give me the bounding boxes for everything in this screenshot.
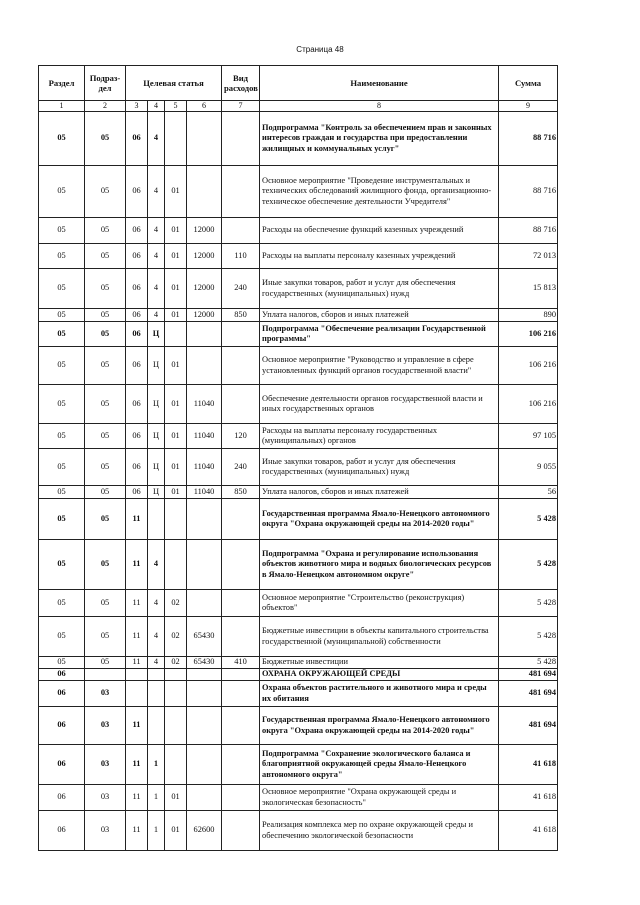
vid-cell: 120 bbox=[222, 424, 260, 449]
cs1-cell: 06 bbox=[126, 486, 148, 499]
table-row bbox=[39, 617, 558, 657]
vid-cell bbox=[222, 681, 260, 707]
razdel-cell: 05 bbox=[39, 486, 85, 499]
table-row bbox=[39, 309, 558, 322]
cs4-cell: 65430 bbox=[187, 657, 222, 669]
vid-cell: 850 bbox=[222, 309, 260, 322]
razdel-cell: 05 bbox=[39, 657, 85, 669]
name-cell: Основное мероприятие "Проведение инструментальных и технических обследований жилищного фонда, организационно-техническое обеспечение деятельности Учредителя" bbox=[260, 166, 499, 218]
podrazdel-cell: 03 bbox=[85, 707, 126, 745]
sum-cell: 41 618 bbox=[499, 785, 558, 811]
cs2-cell bbox=[148, 499, 165, 540]
sum-cell: 5 428 bbox=[499, 590, 558, 617]
cs4-cell: 65430 bbox=[187, 617, 222, 657]
name-cell: Расходы на обеспечение функций казенных учреждений bbox=[260, 218, 499, 244]
table-row bbox=[39, 657, 558, 669]
cs1-cell: 06 bbox=[126, 424, 148, 449]
vid-cell bbox=[222, 499, 260, 540]
podrazdel-cell: 05 bbox=[85, 347, 126, 385]
razdel-cell: 05 bbox=[39, 449, 85, 486]
table-row bbox=[39, 385, 558, 424]
vid-cell: 110 bbox=[222, 244, 260, 269]
vid-cell bbox=[222, 707, 260, 745]
col-number: 1 bbox=[39, 101, 85, 112]
name-cell: Расходы на выплаты персоналу государственных (муниципальных) органов bbox=[260, 424, 499, 449]
cs2-cell: 1 bbox=[148, 811, 165, 851]
podrazdel-cell: 03 bbox=[85, 745, 126, 785]
header-vid-rashodov: Вид расходов bbox=[222, 66, 260, 101]
podrazdel-cell: 05 bbox=[85, 657, 126, 669]
table-row bbox=[39, 424, 558, 449]
cs4-cell bbox=[187, 669, 222, 681]
vid-cell bbox=[222, 590, 260, 617]
vid-cell: 850 bbox=[222, 486, 260, 499]
vid-cell bbox=[222, 322, 260, 347]
cs4-cell bbox=[187, 499, 222, 540]
col-number: 8 bbox=[260, 101, 499, 112]
cs3-cell bbox=[165, 540, 187, 590]
razdel-cell: 05 bbox=[39, 166, 85, 218]
name-cell: Расходы на выплаты персоналу казенных учреждений bbox=[260, 244, 499, 269]
podrazdel-cell: 05 bbox=[85, 424, 126, 449]
cs3-cell bbox=[165, 681, 187, 707]
cs4-cell: 11040 bbox=[187, 424, 222, 449]
col-number: 7 bbox=[222, 101, 260, 112]
podrazdel-cell: 05 bbox=[85, 309, 126, 322]
sum-cell: 72 013 bbox=[499, 244, 558, 269]
table-row bbox=[39, 590, 558, 617]
vid-cell bbox=[222, 617, 260, 657]
vid-cell bbox=[222, 218, 260, 244]
sum-cell: 41 618 bbox=[499, 811, 558, 851]
table-row bbox=[39, 681, 558, 707]
header-summa: Сумма bbox=[499, 66, 558, 101]
cs3-cell: 01 bbox=[165, 218, 187, 244]
table-row bbox=[39, 322, 558, 347]
sum-cell: 41 618 bbox=[499, 745, 558, 785]
cs3-cell: 02 bbox=[165, 657, 187, 669]
cs4-cell: 12000 bbox=[187, 309, 222, 322]
col-number: 6 bbox=[187, 101, 222, 112]
sum-cell: 88 716 bbox=[499, 112, 558, 166]
sum-cell: 88 716 bbox=[499, 166, 558, 218]
razdel-cell: 05 bbox=[39, 347, 85, 385]
cs2-cell: 4 bbox=[148, 269, 165, 309]
cs1-cell: 06 bbox=[126, 166, 148, 218]
col-number: 5 bbox=[165, 101, 187, 112]
name-cell: Бюджетные инвестиции в объекты капитального строительства государственной (муниципальной) собственности bbox=[260, 617, 499, 657]
podrazdel-cell: 05 bbox=[85, 244, 126, 269]
cs2-cell: Ц bbox=[148, 424, 165, 449]
table-row bbox=[39, 745, 558, 785]
cs3-cell: 02 bbox=[165, 590, 187, 617]
podrazdel-cell: 05 bbox=[85, 269, 126, 309]
cs4-cell bbox=[187, 681, 222, 707]
razdel-cell: 05 bbox=[39, 540, 85, 590]
podrazdel-cell: 05 bbox=[85, 322, 126, 347]
sum-cell: 5 428 bbox=[499, 499, 558, 540]
razdel-cell: 06 bbox=[39, 707, 85, 745]
vid-cell bbox=[222, 811, 260, 851]
podrazdel-cell: 05 bbox=[85, 166, 126, 218]
vid-cell bbox=[222, 785, 260, 811]
cs2-cell: Ц bbox=[148, 347, 165, 385]
cs1-cell: 11 bbox=[126, 657, 148, 669]
cs2-cell: 1 bbox=[148, 785, 165, 811]
cs1-cell: 06 bbox=[126, 322, 148, 347]
vid-cell bbox=[222, 385, 260, 424]
cs3-cell bbox=[165, 499, 187, 540]
razdel-cell: 06 bbox=[39, 681, 85, 707]
table-row bbox=[39, 785, 558, 811]
cs2-cell: 4 bbox=[148, 540, 165, 590]
cs3-cell: 01 bbox=[165, 785, 187, 811]
cs1-cell: 11 bbox=[126, 540, 148, 590]
cs2-cell: 4 bbox=[148, 218, 165, 244]
name-cell: Охрана объектов растительного и животного мира и среды их обитания bbox=[260, 681, 499, 707]
cs4-cell: 12000 bbox=[187, 269, 222, 309]
podrazdel-cell: 03 bbox=[85, 681, 126, 707]
sum-cell: 106 216 bbox=[499, 347, 558, 385]
table-row bbox=[39, 166, 558, 218]
cs1-cell: 11 bbox=[126, 590, 148, 617]
header-podrazdel: Подраз-дел bbox=[85, 66, 126, 101]
sum-cell: 106 216 bbox=[499, 385, 558, 424]
name-cell: Подпрограмма "Охрана и регулирование использования объектов животного мира и водных биологических ресурсов в Ямало-Ненецком автономном округе" bbox=[260, 540, 499, 590]
razdel-cell: 05 bbox=[39, 244, 85, 269]
cs1-cell: 06 bbox=[126, 347, 148, 385]
sum-cell: 88 716 bbox=[499, 218, 558, 244]
podrazdel-cell: 03 bbox=[85, 811, 126, 851]
sum-cell: 106 216 bbox=[499, 322, 558, 347]
name-cell: Подпрограмма "Обеспечение реализации Государственной программы" bbox=[260, 322, 499, 347]
name-cell: ОХРАНА ОКРУЖАЮЩЕЙ СРЕДЫ bbox=[260, 669, 499, 681]
cs2-cell bbox=[148, 681, 165, 707]
cs1-cell: 11 bbox=[126, 707, 148, 745]
cs1-cell: 11 bbox=[126, 811, 148, 851]
name-cell: Основное мероприятие "Руководство и управление в сфере установленных функций органов государственной власти" bbox=[260, 347, 499, 385]
name-cell: Бюджетные инвестиции bbox=[260, 657, 499, 669]
cs3-cell: 01 bbox=[165, 244, 187, 269]
vid-cell bbox=[222, 347, 260, 385]
sum-cell: 9 055 bbox=[499, 449, 558, 486]
cs1-cell: 06 bbox=[126, 112, 148, 166]
name-cell: Уплата налогов, сборов и иных платежей bbox=[260, 486, 499, 499]
cs2-cell: 4 bbox=[148, 244, 165, 269]
page-number: Страница 48 bbox=[296, 45, 344, 54]
sum-cell: 890 bbox=[499, 309, 558, 322]
header-naimenovanie: Наименование bbox=[260, 66, 499, 101]
column-numbers-row bbox=[39, 101, 558, 112]
podrazdel-cell: 05 bbox=[85, 486, 126, 499]
cs4-cell bbox=[187, 112, 222, 166]
cs4-cell: 11040 bbox=[187, 449, 222, 486]
razdel-cell: 06 bbox=[39, 811, 85, 851]
cs3-cell bbox=[165, 745, 187, 785]
cs2-cell bbox=[148, 707, 165, 745]
name-cell: Основное мероприятие "Строительство (реконструкция) объектов" bbox=[260, 590, 499, 617]
vid-cell bbox=[222, 166, 260, 218]
sum-cell: 5 428 bbox=[499, 657, 558, 669]
cs1-cell: 11 bbox=[126, 785, 148, 811]
razdel-cell: 05 bbox=[39, 590, 85, 617]
cs3-cell: 01 bbox=[165, 385, 187, 424]
name-cell: Иные закупки товаров, работ и услуг для обеспечения государственных (муниципальных) нужд bbox=[260, 449, 499, 486]
cs4-cell bbox=[187, 590, 222, 617]
name-cell: Иные закупки товаров, работ и услуг для обеспечения государственных (муниципальных) нужд bbox=[260, 269, 499, 309]
cs2-cell: Ц bbox=[148, 385, 165, 424]
razdel-cell: 05 bbox=[39, 309, 85, 322]
podrazdel-cell: 05 bbox=[85, 112, 126, 166]
budget-table bbox=[38, 65, 558, 851]
cs3-cell: 02 bbox=[165, 617, 187, 657]
cs3-cell bbox=[165, 669, 187, 681]
cs1-cell: 11 bbox=[126, 617, 148, 657]
name-cell: Подпрограмма "Сохранение экологического баланса и благоприятной окружающей среды Ямало-Ненецкого автономного округа" bbox=[260, 745, 499, 785]
table-row bbox=[39, 707, 558, 745]
razdel-cell: 05 bbox=[39, 322, 85, 347]
cs1-cell: 06 bbox=[126, 269, 148, 309]
name-cell: Основное мероприятие "Охрана окружающей среды и экологическая безопасность" bbox=[260, 785, 499, 811]
cs3-cell: 01 bbox=[165, 449, 187, 486]
razdel-cell: 06 bbox=[39, 785, 85, 811]
cs4-cell: 12000 bbox=[187, 218, 222, 244]
cs2-cell: 4 bbox=[148, 617, 165, 657]
razdel-cell: 05 bbox=[39, 112, 85, 166]
sum-cell: 5 428 bbox=[499, 540, 558, 590]
sum-cell: 5 428 bbox=[499, 617, 558, 657]
razdel-cell: 05 bbox=[39, 385, 85, 424]
cs3-cell: 01 bbox=[165, 424, 187, 449]
podrazdel-cell: 05 bbox=[85, 499, 126, 540]
cs4-cell bbox=[187, 166, 222, 218]
cs1-cell: 06 bbox=[126, 309, 148, 322]
cs4-cell bbox=[187, 322, 222, 347]
podrazdel-cell: 03 bbox=[85, 785, 126, 811]
razdel-cell: 05 bbox=[39, 218, 85, 244]
col-number: 2 bbox=[85, 101, 126, 112]
col-number: 4 bbox=[148, 101, 165, 112]
cs2-cell bbox=[148, 669, 165, 681]
header-celevaya-statya: Целевая статья bbox=[126, 66, 222, 101]
podrazdel-cell: 05 bbox=[85, 449, 126, 486]
cs1-cell: 11 bbox=[126, 745, 148, 785]
cs3-cell bbox=[165, 112, 187, 166]
cs2-cell: 4 bbox=[148, 166, 165, 218]
name-cell: Уплата налогов, сборов и иных платежей bbox=[260, 309, 499, 322]
sum-cell: 481 694 bbox=[499, 681, 558, 707]
cs1-cell: 06 bbox=[126, 449, 148, 486]
cs3-cell: 01 bbox=[165, 309, 187, 322]
cs3-cell: 01 bbox=[165, 166, 187, 218]
razdel-cell: 05 bbox=[39, 424, 85, 449]
table-row bbox=[39, 811, 558, 851]
cs4-cell: 12000 bbox=[187, 244, 222, 269]
sum-cell: 481 694 bbox=[499, 669, 558, 681]
razdel-cell: 05 bbox=[39, 499, 85, 540]
cs1-cell: 11 bbox=[126, 499, 148, 540]
cs3-cell bbox=[165, 322, 187, 347]
table-row bbox=[39, 540, 558, 590]
podrazdel-cell bbox=[85, 669, 126, 681]
cs4-cell bbox=[187, 347, 222, 385]
vid-cell bbox=[222, 745, 260, 785]
vid-cell bbox=[222, 540, 260, 590]
header-razdel: Раздел bbox=[39, 66, 85, 101]
cs3-cell: 01 bbox=[165, 347, 187, 385]
cs2-cell: Ц bbox=[148, 486, 165, 499]
cs2-cell: Ц bbox=[148, 449, 165, 486]
table-row bbox=[39, 112, 558, 166]
cs2-cell: 4 bbox=[148, 657, 165, 669]
cs4-cell: 62600 bbox=[187, 811, 222, 851]
cs2-cell: 4 bbox=[148, 590, 165, 617]
cs4-cell bbox=[187, 785, 222, 811]
sum-cell: 481 694 bbox=[499, 707, 558, 745]
podrazdel-cell: 05 bbox=[85, 617, 126, 657]
cs1-cell: 06 bbox=[126, 244, 148, 269]
cs4-cell bbox=[187, 707, 222, 745]
podrazdel-cell: 05 bbox=[85, 218, 126, 244]
razdel-cell: 06 bbox=[39, 669, 85, 681]
vid-cell: 240 bbox=[222, 449, 260, 486]
sum-cell: 97 105 bbox=[499, 424, 558, 449]
name-cell: Государственная программа Ямало-Ненецкого автономного округа "Охрана окружающей среды на 2014-2020 годы" bbox=[260, 499, 499, 540]
table-row bbox=[39, 244, 558, 269]
podrazdel-cell: 05 bbox=[85, 540, 126, 590]
col-number: 3 bbox=[126, 101, 148, 112]
cs1-cell: 06 bbox=[126, 385, 148, 424]
sum-cell: 56 bbox=[499, 486, 558, 499]
name-cell: Реализация комплекса мер по охране окружающей среды и обеспечению экологической безопасности bbox=[260, 811, 499, 851]
razdel-cell: 05 bbox=[39, 269, 85, 309]
table-row bbox=[39, 486, 558, 499]
col-number: 9 bbox=[499, 101, 558, 112]
cs3-cell: 01 bbox=[165, 486, 187, 499]
vid-cell bbox=[222, 669, 260, 681]
cs4-cell bbox=[187, 540, 222, 590]
table-row bbox=[39, 269, 558, 309]
name-cell: Обеспечение деятельности органов государственной власти и иных государственных органов bbox=[260, 385, 499, 424]
razdel-cell: 06 bbox=[39, 745, 85, 785]
cs4-cell bbox=[187, 745, 222, 785]
cs3-cell: 01 bbox=[165, 269, 187, 309]
vid-cell: 240 bbox=[222, 269, 260, 309]
cs4-cell: 11040 bbox=[187, 486, 222, 499]
cs2-cell: 1 bbox=[148, 745, 165, 785]
cs2-cell: 4 bbox=[148, 112, 165, 166]
table-row bbox=[39, 669, 558, 681]
podrazdel-cell: 05 bbox=[85, 590, 126, 617]
header-row bbox=[39, 66, 558, 101]
table-row bbox=[39, 449, 558, 486]
cs1-cell bbox=[126, 681, 148, 707]
cs2-cell: 4 bbox=[148, 309, 165, 322]
razdel-cell: 05 bbox=[39, 617, 85, 657]
cs4-cell: 11040 bbox=[187, 385, 222, 424]
table-row bbox=[39, 218, 558, 244]
table-row bbox=[39, 347, 558, 385]
cs3-cell: 01 bbox=[165, 811, 187, 851]
table-row bbox=[39, 499, 558, 540]
vid-cell bbox=[222, 112, 260, 166]
podrazdel-cell: 05 bbox=[85, 385, 126, 424]
name-cell: Государственная программа Ямало-Ненецкого автономного округа "Охрана окружающей среды на 2014-2020 годы" bbox=[260, 707, 499, 745]
cs2-cell: Ц bbox=[148, 322, 165, 347]
cs1-cell bbox=[126, 669, 148, 681]
cs1-cell: 06 bbox=[126, 218, 148, 244]
sum-cell: 15 813 bbox=[499, 269, 558, 309]
vid-cell: 410 bbox=[222, 657, 260, 669]
name-cell: Подпрограмма "Контроль за обеспечением прав и законных интересов граждан и государства при предоставлении жилищных и коммунальных услуг" bbox=[260, 112, 499, 166]
cs3-cell bbox=[165, 707, 187, 745]
